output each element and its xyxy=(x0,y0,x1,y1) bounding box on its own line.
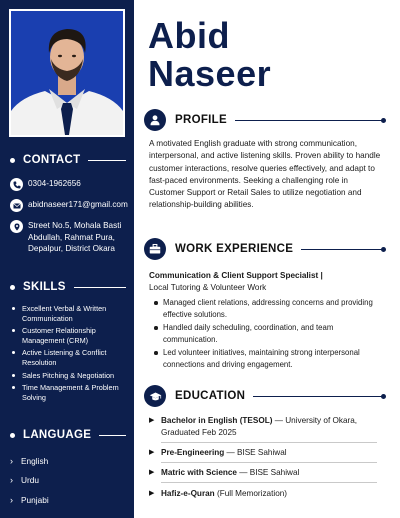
language-label: Punjabi xyxy=(21,494,49,505)
education-item xyxy=(149,447,379,459)
education-heading xyxy=(144,385,384,407)
degree-detail: — BISE Sahiwal xyxy=(224,448,287,457)
heading-dot xyxy=(10,158,15,163)
graduation-cap-icon xyxy=(144,385,166,407)
heading-dot xyxy=(10,433,15,438)
address-line-3: Depalpur, District Okara xyxy=(28,244,115,253)
heading-dot xyxy=(10,285,15,290)
work-heading xyxy=(144,238,384,260)
skills-list xyxy=(10,304,132,405)
skill-item: Excellent Verbal & Written Communication xyxy=(10,304,132,323)
education-text xyxy=(161,415,357,438)
profile-heading xyxy=(144,109,384,131)
portrait-illustration xyxy=(11,11,123,135)
degree-detail: — BISE Sahiwal xyxy=(237,468,300,477)
skill-item: Customer Relationship Management (CRM) xyxy=(10,326,132,345)
user-icon xyxy=(144,109,166,131)
language-label: English xyxy=(21,455,49,466)
education-row xyxy=(149,415,379,438)
language-item xyxy=(10,451,130,471)
heading-rule xyxy=(99,435,126,436)
language-heading-label: LANGUAGE xyxy=(23,429,92,441)
profile-photo xyxy=(9,9,125,137)
triangle-right-icon: ▶ xyxy=(149,449,155,456)
profile-summary: A motivated English graduate with strong communication, interpersonal, and active listening skills. Proven ability to handle customer interactions, resolve queries effectively, and adapt to fast-paced environments. Seeking a challenging role in Customer Support or Retail Sales to utilize negotiation and relationship-building abilities. xyxy=(149,139,381,210)
address-text xyxy=(28,220,121,255)
education-text xyxy=(161,447,287,459)
profile-heading-label: PROFILE xyxy=(175,114,227,126)
job-title-block xyxy=(149,270,383,293)
language-heading xyxy=(10,429,126,441)
heading-rule xyxy=(74,287,126,288)
degree: Hafiz-e-Quran xyxy=(161,489,215,498)
work-heading-label: WORK EXPERIENCE xyxy=(175,243,294,255)
language-item xyxy=(10,471,130,491)
chevron-right-icon: › xyxy=(10,494,13,505)
job-subtitle: Local Tutoring & Volunteer Work xyxy=(149,282,267,292)
duty-item: Handled daily scheduling, coordination, and team communication. xyxy=(151,322,383,345)
contact-heading-label: CONTACT xyxy=(23,154,81,166)
education-divider xyxy=(161,442,377,443)
chevron-right-icon: › xyxy=(10,455,13,466)
degree: Bachelor in English (TESOL) xyxy=(161,416,273,425)
language-label: Urdu xyxy=(21,475,39,486)
phone-icon xyxy=(10,178,23,191)
education-divider xyxy=(161,462,377,463)
address-line-2: Abdullah, Rahmat Pura, xyxy=(28,232,115,242)
education-item xyxy=(149,488,379,500)
skill-item: Time Management & Problem Solving xyxy=(10,383,132,402)
triangle-right-icon: ▶ xyxy=(149,469,155,476)
education-heading-label: EDUCATION xyxy=(175,390,246,402)
degree-detail: (Full Memorization) xyxy=(214,489,288,498)
heading-rule xyxy=(235,120,384,121)
skill-item: Active Listening & Conflict Resolution xyxy=(10,348,132,367)
degree: Matric with Science xyxy=(161,468,237,477)
heading-rule xyxy=(253,396,384,397)
triangle-right-icon: ▶ xyxy=(149,490,155,497)
last-name: Naseer xyxy=(148,53,272,94)
candidate-name xyxy=(148,15,272,94)
duty-item: Led volunteer initiatives, maintaining strong interpersonal connections and driving engagement. xyxy=(151,347,383,370)
education-text xyxy=(161,488,287,500)
duties-list xyxy=(151,297,383,373)
first-name: Abid xyxy=(148,15,230,56)
skills-heading xyxy=(10,281,126,293)
briefcase-icon xyxy=(144,238,166,260)
degree-detail: — University of Okara, xyxy=(272,416,358,425)
job-title: Communication & Client Support Specialist | xyxy=(149,271,323,280)
sidebar xyxy=(0,0,134,518)
phone-text: 0304-1962656 xyxy=(28,179,81,188)
heading-rule xyxy=(88,160,126,161)
degree: Pre-Engineering xyxy=(161,448,225,457)
education-row xyxy=(149,488,379,500)
contact-email[interactable] xyxy=(10,199,130,212)
education-divider xyxy=(161,482,377,483)
education-item xyxy=(149,467,379,479)
heading-rule xyxy=(301,249,384,250)
skill-item: Sales Pitching & Negotiation xyxy=(10,371,132,381)
degree-detail-2: Graduated Feb 2025 xyxy=(161,427,237,437)
language-list xyxy=(10,451,130,510)
contact-heading xyxy=(10,154,126,166)
contact-address xyxy=(10,220,130,255)
education-row xyxy=(149,447,379,459)
education-row xyxy=(149,467,379,479)
contact-phone[interactable] xyxy=(10,178,130,191)
address-line-1: Street No.5, Mohala Basti xyxy=(28,221,122,230)
triangle-right-icon: ▶ xyxy=(149,417,155,424)
location-pin-icon xyxy=(10,220,23,233)
education-item xyxy=(149,415,379,438)
education-text xyxy=(161,467,299,479)
email-icon xyxy=(10,199,23,212)
email-text: abidnaseer171@gmail.com xyxy=(28,200,128,209)
duty-item: Managed client relations, addressing concerns and providing effective solutions. xyxy=(151,297,383,320)
skills-heading-label: SKILLS xyxy=(23,281,66,293)
language-item xyxy=(10,490,130,510)
chevron-right-icon: › xyxy=(10,475,13,486)
